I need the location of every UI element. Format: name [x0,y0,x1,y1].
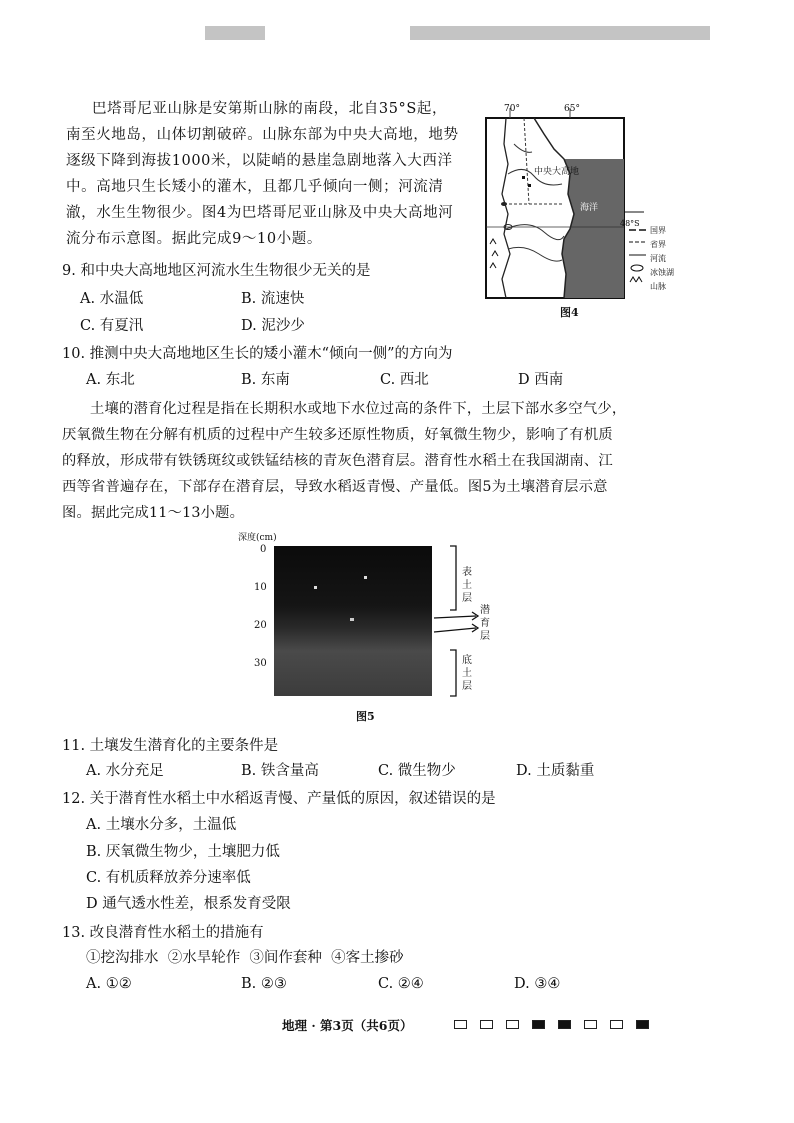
legend-item: 冰蚀湖 [650,268,674,277]
q11-option-d[interactable]: D. 土质黏重 [516,763,595,779]
marker-square [506,1020,519,1029]
depth-tick: 10 [254,582,267,593]
page-footer: 地理 · 第3页（共6页） [282,1018,413,1033]
intro2-line: 图。据此完成11～13小题。 [62,505,245,521]
intro2-line: 厌氧微生物在分解有机质的过程中产生较多还原性物质，好氧微生物少，影响了有机质 [62,427,613,443]
marker-square [584,1020,597,1029]
longitude-label: 65° [564,104,580,114]
layer-label-subsoil: 底土层 [462,655,472,692]
legend-item: 河流 [650,254,666,263]
q9-option-b[interactable]: B. 流速快 [241,291,305,307]
figure-4-caption: 图4 [560,306,579,319]
depth-tick: 30 [254,658,267,669]
q11-option-a[interactable]: A. 水分充足 [86,763,164,779]
legend-item: 省界 [650,240,666,249]
q13-option-d[interactable]: D. ③④ [514,976,561,992]
longitude-label: 70° [504,104,520,114]
question-11-stem: 11. 土壤发生潜育化的主要条件是 [62,738,279,754]
question-9-stem: 9. 和中央大高地地区河流水生生物很少无关的是 [62,263,371,279]
intro-paragraph-1 [66,96,486,252]
latitude-label: 48°S [620,219,640,228]
intro1-line: 南至火地岛，山体切割破碎。山脉东部为中央大高地，地势 [66,127,459,143]
marker-square-filled [532,1020,545,1029]
intro-paragraph-2 [62,396,734,526]
layer-label-gley: 潜育层 [480,605,490,642]
ocean-label: 海洋 [580,203,599,213]
map-legend [650,224,674,294]
q12-option-c[interactable]: C. 有机质释放养分速率低 [86,870,251,886]
intro1-line: 流分布示意图。据此完成9～10小题。 [66,231,322,247]
marker-square [454,1020,467,1029]
q9-option-d[interactable]: D. 泥沙少 [241,318,305,334]
figure-4-map [484,104,744,319]
marker-square [480,1020,493,1029]
figure-5-soil-profile [230,530,510,725]
marker-square-filled [558,1020,571,1029]
depth-tick: 0 [260,544,267,555]
marker-square [610,1020,623,1029]
depth-tick: 20 [254,620,267,631]
q12-option-a[interactable]: A. 土壤水分多，土温低 [86,817,237,833]
question-12-stem: 12. 关于潜育性水稻土中水稻返青慢、产量低的原因，叙述错误的是 [62,791,496,807]
plateau-label: 中央大高地 [534,167,580,177]
intro2-line: 西等省普遍存在，下部存在潜育层，导致水稻返青慢、产量低。图5为土壤潜育层示意 [62,479,608,495]
q13-option-c[interactable]: C. ②④ [378,976,424,992]
q12-option-d[interactable]: D 通气透水性差，根系发育受限 [86,896,291,912]
layer-label-topsoil: 表土层 [462,567,472,604]
q10-option-d[interactable]: D 西南 [518,372,564,388]
q13-option-b[interactable]: B. ②③ [241,976,287,992]
marker-square-filled [636,1020,649,1029]
q11-option-c[interactable]: C. 微生物少 [378,763,456,779]
q10-option-c[interactable]: C. 西北 [380,372,429,388]
q9-option-a[interactable]: A. 水温低 [80,291,144,307]
intro1-line: 巴塔哥尼亚山脉是安第斯山脉的南段，北自35°S起， [92,101,448,117]
intro2-line: 的释放，形成带有铁锈斑纹或铁锰结核的青灰色潜育层。潜育性水稻土在我国湖南、江 [62,453,613,469]
depth-axis-label: 深度(cm) [238,533,277,543]
legend-item: 国界 [650,226,666,235]
q10-option-a[interactable]: A. 东北 [86,372,135,388]
intro1-line: 中。高地只生长矮小的灌木，且都几乎倾向一侧；河流清 [66,179,444,195]
q13-measures: ①挖沟排水 ②水旱轮作 ③间作套种 ④客土掺砂 [86,950,404,966]
header-bar-left [205,26,265,40]
figure-5-caption: 图5 [356,710,375,723]
map-graphic [484,104,744,314]
q12-option-b[interactable]: B. 厌氧微生物少，土壤肥力低 [86,844,280,860]
legend-item: 山脉 [650,282,666,291]
q9-option-c[interactable]: C. 有夏汛 [80,318,144,334]
q11-option-b[interactable]: B. 铁含量高 [241,763,319,779]
header-bar-right [410,26,710,40]
intro1-line: 逐级下降到海拔1000米，以陡峭的悬崖急剧地落入大西洋 [66,153,453,169]
q13-option-a[interactable]: A. ①② [86,976,132,992]
question-10-stem: 10. 推测中央大高地地区生长的矮小灌木“倾向一侧”的方向为 [62,346,453,362]
q10-option-b[interactable]: B. 东南 [241,372,290,388]
layer-brackets [230,530,510,725]
question-13-stem: 13. 改良潜育性水稻土的措施有 [62,925,264,941]
intro1-line: 澈，水生生物很少。图4为巴塔哥尼亚山脉及中央大高地河 [66,205,454,221]
intro2-line: 土壤的潜育化过程是指在长期积水或地下水位过高的条件下，土层下部水多空气少， [90,401,627,417]
